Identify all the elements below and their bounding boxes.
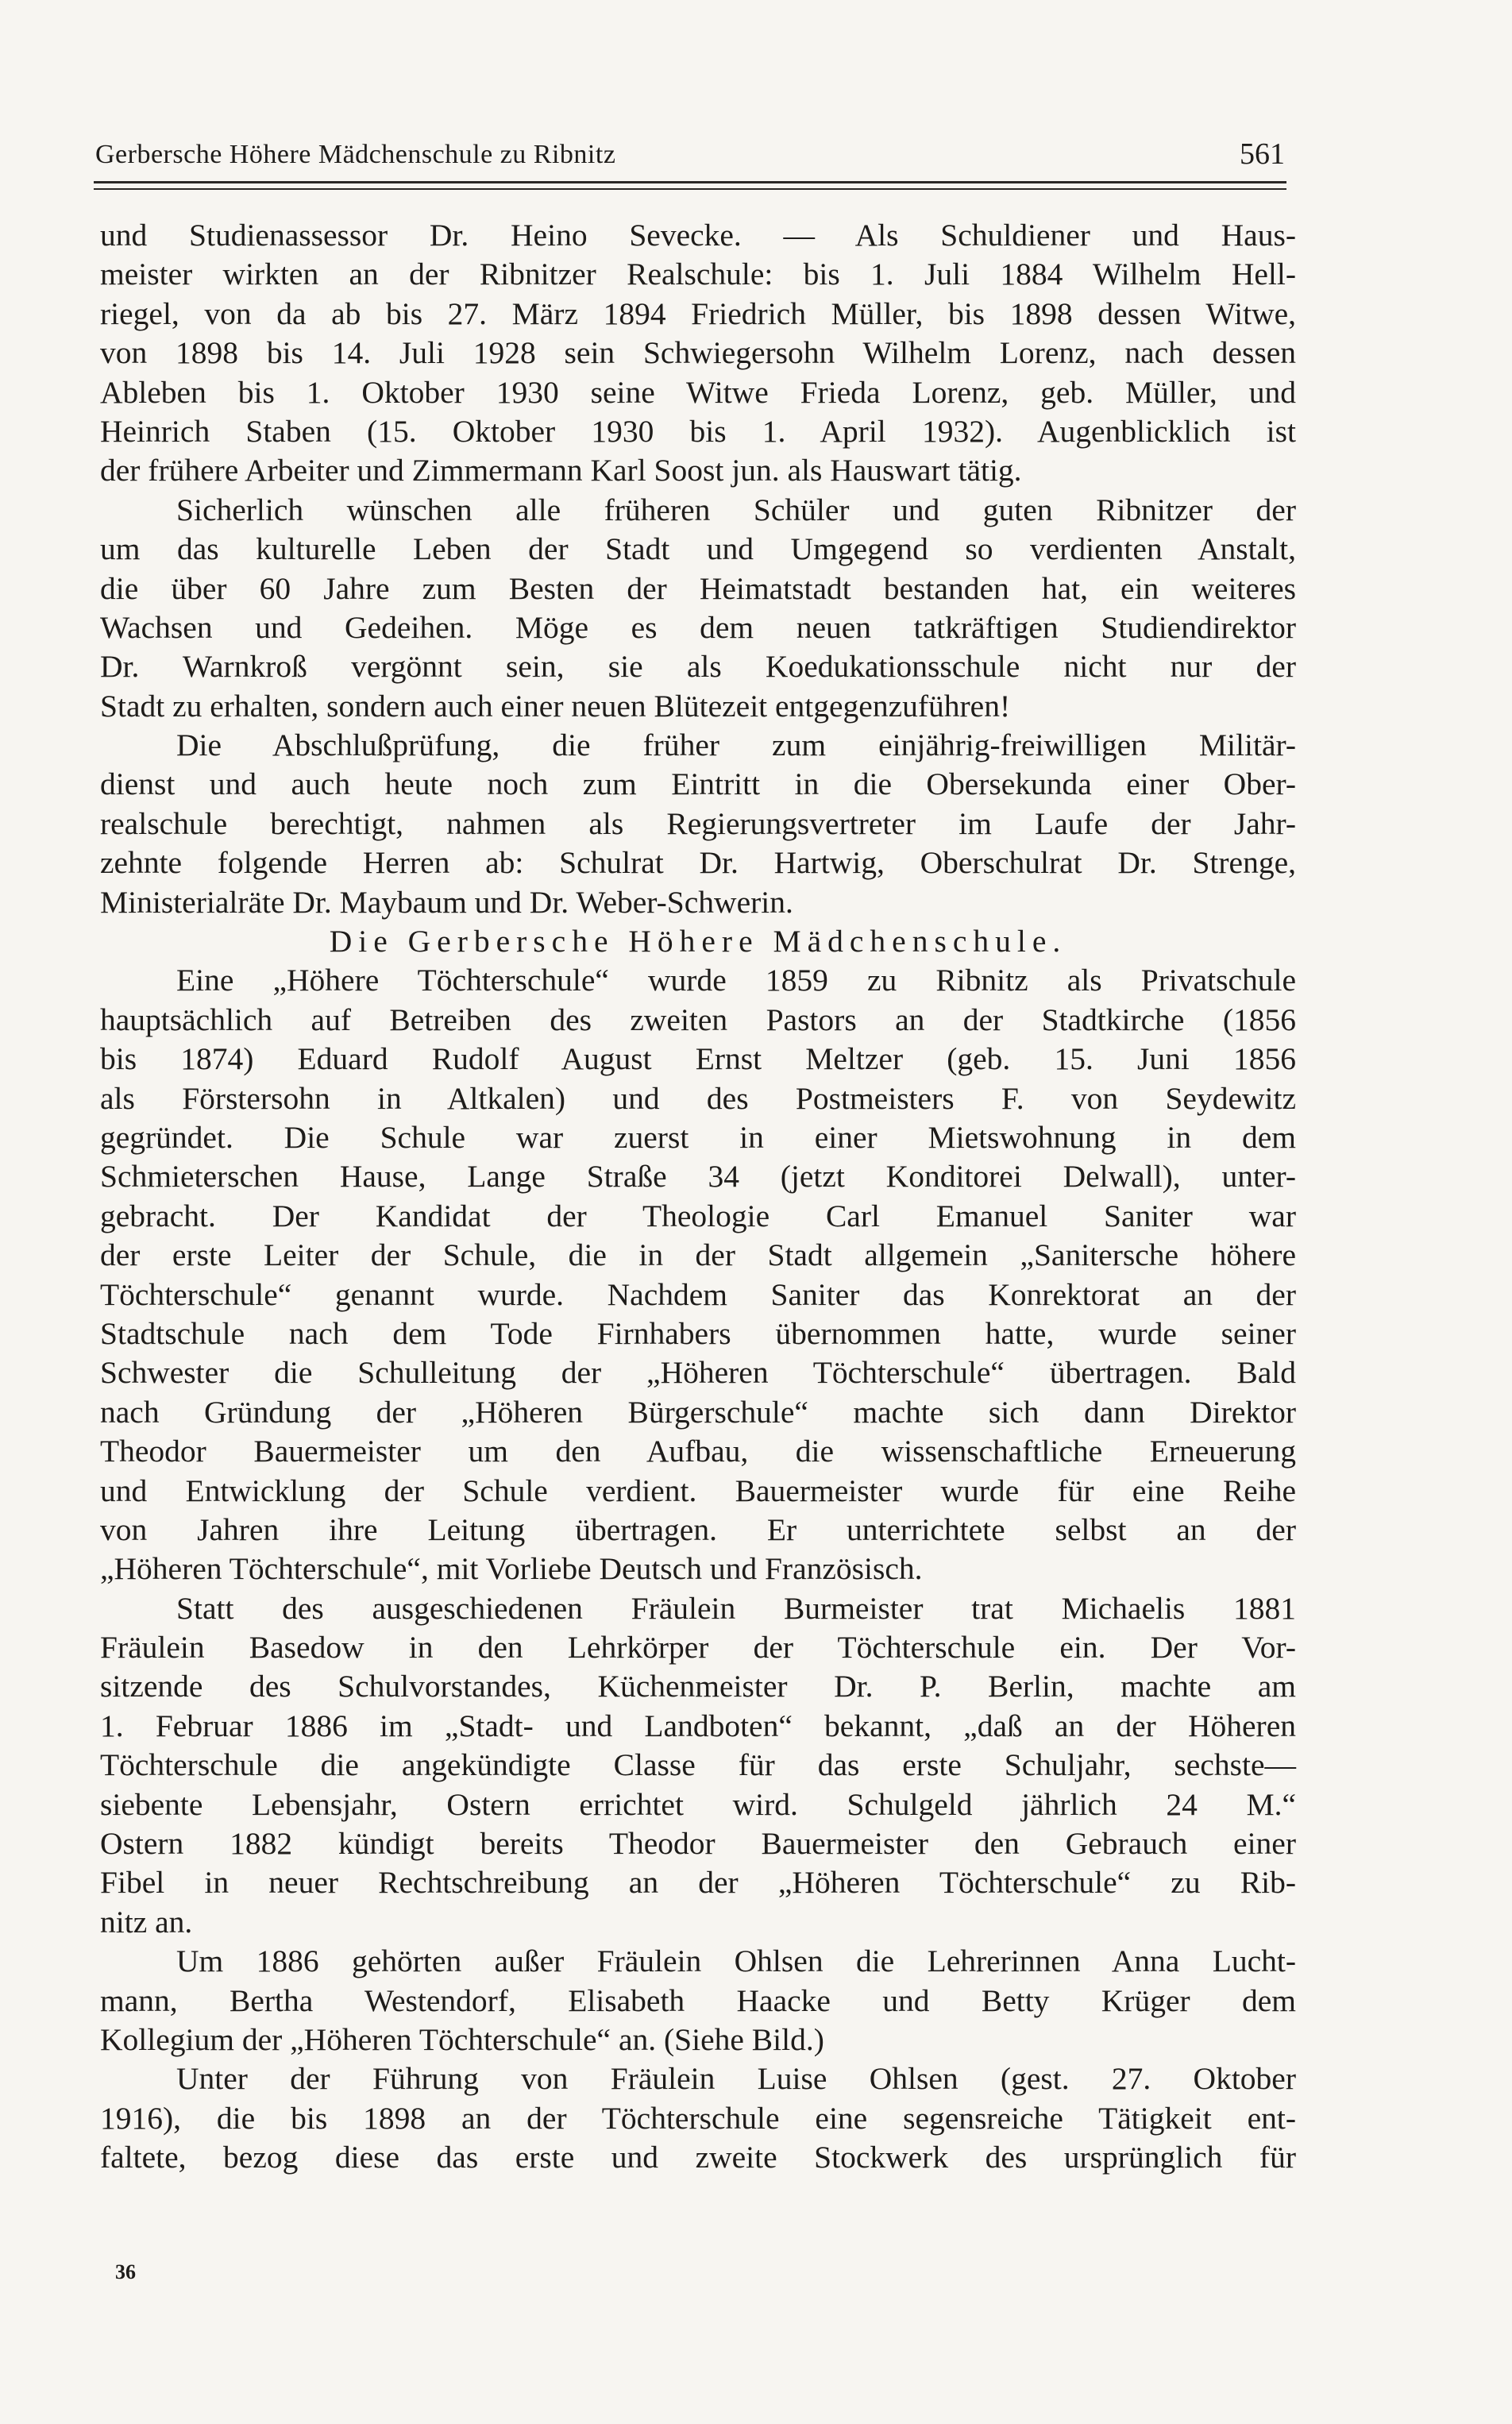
- text-line: Die Abschlußprüfung, die früher zum einjährig-freiwilligen Militär-: [176, 728, 1296, 763]
- text-line: Töchterschule die angekündigte Classe für das erste Schuljahr, sechste—: [100, 1747, 1296, 1783]
- text-line: mann, Bertha Westendorf, Elisabeth Haacke und Betty Krüger dem: [100, 1982, 1296, 2018]
- text-line: gegründet. Die Schule war zuerst in einer Mietswohnung in dem: [100, 1119, 1296, 1155]
- text-line: riegel, von da ab bis 27. März 1894 Friedrich Müller, bis 1898 dessen Witwe,: [100, 295, 1296, 331]
- text-line: 1916), die bis 1898 an der Töchterschule eine segensreiche Tätigkeit ent-: [100, 2100, 1296, 2136]
- text-line: bis 1874) Eduard Rudolf August Ernst Meltzer (geb. 15. Juni 1856: [100, 1041, 1296, 1077]
- text-line: Ministerialräte Dr. Maybaum und Dr. Weber-Schwerin.: [100, 884, 793, 920]
- text-line: um das kulturelle Leben der Stadt und Umgegend so verdienten Anstalt,: [100, 531, 1296, 567]
- text-line: Fräulein Basedow in den Lehrkörper der Töchterschule ein. Der Vor-: [100, 1630, 1296, 1666]
- text-line: Heinrich Staben (15. Oktober 1930 bis 1. April 1932). Augenblicklich ist: [100, 413, 1296, 449]
- text-line: Eine „Höhere Töchterschule“ wurde 1859 zu Ribnitz als Privatschule: [176, 963, 1296, 998]
- header-rule-top: [94, 181, 1286, 183]
- text-line: nitz an.: [100, 1904, 193, 1940]
- running-title: Gerbersche Höhere Mädchenschule zu Ribnitz: [95, 140, 616, 169]
- text-line: Statt des ausgeschiedenen Fräulein Burmeister trat Michaelis 1881: [176, 1590, 1296, 1626]
- running-header: [95, 129, 1285, 176]
- text-line: der erste Leiter der Schule, die in der Stadt allgemein „Sanitersche höhere: [100, 1237, 1296, 1273]
- text-line: realschule berechtigt, nahmen als Regierungsvertreter im Laufe der Jahr-: [100, 805, 1296, 841]
- text-line: Stadtschule nach dem Tode Firnhabers übernommen hatte, wurde seiner: [100, 1315, 1296, 1351]
- text-line: Schwester die Schulleitung der „Höheren Töchterschule“ übertragen. Bald: [100, 1355, 1296, 1391]
- text-line: zehnte folgende Herren ab: Schulrat Dr. Hartwig, Oberschulrat Dr. Strenge,: [100, 845, 1296, 881]
- text-line: von 1898 bis 14. Juli 1928 sein Schwiegersohn Wilhelm Lorenz, nach dessen: [100, 335, 1296, 371]
- text-line: Kollegium der „Höheren Töchterschule“ an. (Siehe Bild.): [100, 2021, 824, 2057]
- body-text: [100, 216, 1296, 2178]
- text-line: faltete, bezog diese das erste und zweite Stockwerk des ursprünglich für: [100, 2140, 1296, 2175]
- text-line: Dr. Warnkroß vergönnt sein, sie als Koedukationsschule nicht nur der: [100, 649, 1296, 685]
- text-line: siebente Lebensjahr, Ostern errichtet wird. Schulgeld jährlich 24 M.“: [100, 1786, 1296, 1822]
- text-line: dienst und auch heute noch zum Eintritt in die Obersekunda einer Ober-: [100, 766, 1296, 802]
- text-line: nach Gründung der „Höheren Bürgerschule“ machte sich dann Direktor: [100, 1394, 1296, 1430]
- text-line: Schmieterschen Hause, Lange Straße 34 (jetzt Konditorei Delwall), unter-: [100, 1159, 1296, 1195]
- text-line: Stadt zu erhalten, sondern auch einer neuen Blütezeit entgegenzuführen!: [100, 688, 1011, 724]
- text-line: sitzende des Schulvorstandes, Küchenmeister Dr. P. Berlin, machte am: [100, 1669, 1296, 1704]
- text-line: Ableben bis 1. Oktober 1930 seine Witwe Frieda Lorenz, geb. Müller, und: [100, 374, 1296, 410]
- text-line: als Förstersohn in Altkalen) und des Postmeisters F. von Seydewitz: [100, 1080, 1296, 1116]
- section-heading: Die Gerbersche Höhere Mädchenschule.: [329, 924, 1067, 959]
- text-line: „Höheren Töchterschule“, mit Vorliebe Deutsch und Französisch.: [100, 1551, 923, 1587]
- text-line: meister wirkten an der Ribnitzer Realschule: bis 1. Juli 1884 Wilhelm Hell-: [100, 257, 1296, 292]
- page-number: 561: [1240, 137, 1285, 171]
- text-line: und Studienassessor Dr. Heino Sevecke. — Als Schuldiener und Haus-: [100, 218, 1296, 253]
- signature-mark: 36: [115, 2260, 136, 2283]
- text-line: Unter der Führung von Fräulein Luise Ohlsen (gest. 27. Oktober: [176, 2061, 1296, 2097]
- text-line: Fibel in neuer Rechtschreibung an der „Höheren Töchterschule“ zu Rib-: [100, 1865, 1296, 1901]
- text-line: 1. Februar 1886 im „Stadt- und Landboten“ bekannt, „daß an der Höheren: [100, 1708, 1296, 1743]
- text-line: Töchterschule“ genannt wurde. Nachdem Saniter das Konrektorat an der: [100, 1276, 1296, 1312]
- text-line: die über 60 Jahre zum Besten der Heimatstadt bestanden hat, ein weiteres: [100, 570, 1296, 606]
- text-line: Wachsen und Gedeihen. Möge es dem neuen tatkräftigen Studiendirektor: [100, 609, 1296, 645]
- text-line: und Entwicklung der Schule verdient. Bauermeister wurde für eine Reihe: [100, 1473, 1296, 1508]
- text-line: Um 1886 gehörten außer Fräulein Ohlsen die Lehrerinnen Anna Lucht-: [176, 1943, 1296, 1979]
- text-line: der frühere Arbeiter und Zimmermann Karl Soost jun. als Hauswart tätig.: [100, 453, 1022, 488]
- text-line: hauptsächlich auf Betreiben des zweiten Pastors an der Stadtkirche (1856: [100, 1002, 1296, 1037]
- text-line: von Jahren ihre Leitung übertragen. Er unterrichtete selbst an der: [100, 1511, 1296, 1547]
- text-line: Ostern 1882 kündigt bereits Theodor Bauermeister den Gebrauch einer: [100, 1826, 1296, 1862]
- text-line: Sicherlich wünschen alle früheren Schüler und guten Ribnitzer der: [176, 492, 1296, 527]
- text-line: Theodor Bauermeister um den Aufbau, die wissenschaftliche Erneuerung: [100, 1434, 1296, 1469]
- header-rule-bottom: [94, 188, 1286, 190]
- text-line: gebracht. Der Kandidat der Theologie Carl Emanuel Saniter war: [100, 1198, 1296, 1233]
